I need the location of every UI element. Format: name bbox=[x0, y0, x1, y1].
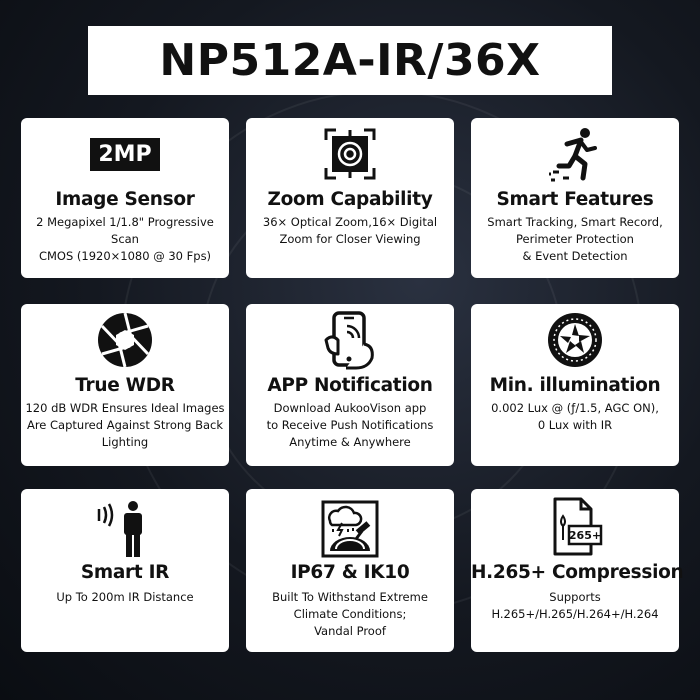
feature-card-ip67-ik10 bbox=[246, 489, 454, 652]
feature-card-smart-features bbox=[471, 118, 679, 278]
feature-heading: APP Notification bbox=[267, 375, 433, 396]
feature-heading: Smart Features bbox=[496, 189, 654, 210]
feature-description: 0.002 Lux @ (ƒ/1.5, AGC ON), 0 Lux with IR bbox=[491, 401, 659, 432]
feature-description: Smart Tracking, Smart Record, Perimeter Protection & Event Detection bbox=[487, 215, 663, 263]
feature-card-app-notification bbox=[246, 304, 454, 466]
icon-label: 265+ bbox=[568, 529, 602, 542]
resolution-badge: 2MP bbox=[90, 138, 159, 171]
feature-heading: Zoom Capability bbox=[267, 189, 433, 210]
feature-heading: Smart IR bbox=[80, 562, 170, 583]
feature-card-h265-compression bbox=[471, 489, 684, 652]
feature-heading: Image Sensor bbox=[55, 189, 195, 210]
feature-description: Built To Withstand Extreme Climate Conditions; Vandal Proof bbox=[272, 590, 428, 638]
phone-notification-icon bbox=[246, 312, 454, 368]
feature-card-smart-ir bbox=[21, 489, 229, 652]
feature-heading: Min. illumination bbox=[489, 375, 661, 396]
zoom-target-icon bbox=[246, 126, 454, 182]
title-banner bbox=[88, 26, 612, 95]
feature-description: Supports H.265+/H.265/H.264+/H.264 bbox=[491, 590, 659, 621]
feature-description: Up To 200m IR Distance bbox=[56, 590, 194, 604]
feature-card-true-wdr bbox=[21, 304, 229, 466]
running-person-icon bbox=[471, 126, 679, 182]
ir-person-icon bbox=[21, 501, 229, 557]
weather-hammer-icon bbox=[246, 501, 454, 557]
badge-2mp-icon bbox=[21, 126, 229, 182]
document-265-icon bbox=[471, 499, 679, 555]
aperture-icon bbox=[21, 312, 229, 368]
feature-heading: True WDR bbox=[75, 375, 175, 396]
feature-heading: H.265+ Compression bbox=[471, 562, 684, 583]
page-title: NP512A-IR/36X bbox=[159, 35, 541, 86]
feature-card-zoom bbox=[246, 118, 454, 278]
lens-aperture-icon bbox=[471, 312, 679, 368]
feature-description: Download AukooVison app to Receive Push Notifications Anytime & Anywhere bbox=[266, 401, 434, 449]
feature-card-min-illumination bbox=[471, 304, 679, 466]
feature-description: 36× Optical Zoom,16× Digital Zoom for Closer Viewing bbox=[262, 215, 438, 246]
feature-heading: IP67 & IK10 bbox=[290, 562, 410, 583]
feature-description: 2 Megapixel 1/1.8" Progressive Scan CMOS (1920×1080 @ 30 Fps) bbox=[36, 215, 214, 263]
feature-card-image-sensor bbox=[21, 118, 229, 278]
feature-description: 120 dB WDR Ensures Ideal Images Are Captured Against Strong Back Lighting bbox=[25, 401, 225, 449]
